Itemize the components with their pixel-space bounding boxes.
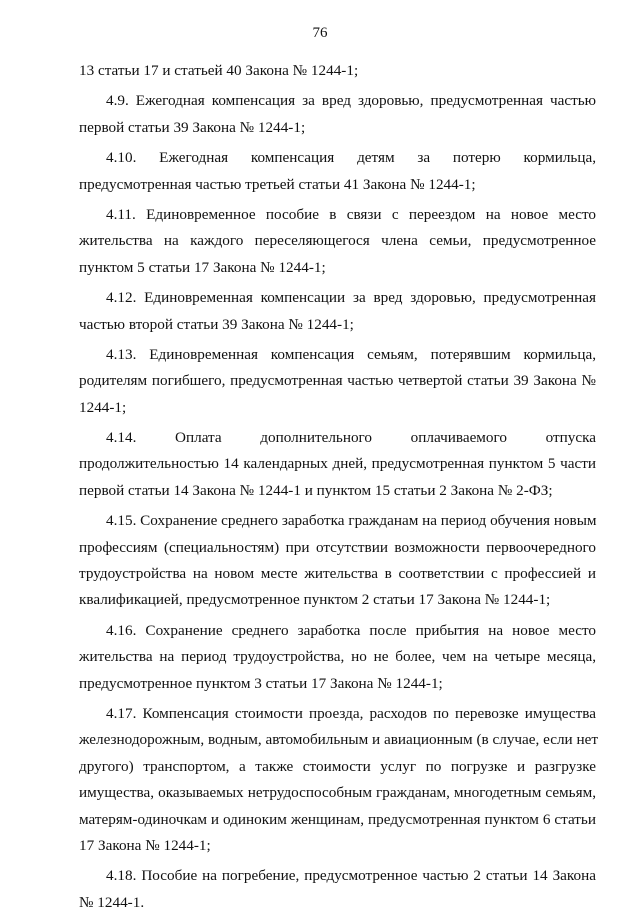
document-body [79, 58, 596, 920]
text-line: 4.13. Единовременная компенсация семьям, потерявшим кормильца, [106, 345, 596, 363]
text-line: 1244-1; [79, 398, 127, 416]
text-line: частью второй статьи 39 Закона № 1244-1; [79, 315, 354, 333]
text-line: предусмотренная частью третьей статьи 41 Закона № 1244-1; [79, 175, 476, 193]
paragraph-4-15 [79, 508, 596, 614]
paragraph-4-10 [79, 145, 596, 198]
page-number: 76 [312, 25, 328, 41]
text-line: 4.10. Ежегодная компенсация детям за потерю кормильца, [106, 149, 596, 167]
paragraph-continuation [79, 58, 596, 84]
text-line: первой статьи 39 Закона № 1244-1; [79, 118, 306, 136]
text-line: пунктом 5 статьи 17 Закона № 1244-1; [79, 258, 326, 276]
text-line: профессиям (специальностям) при отсутствии возможности первоочередного [79, 538, 596, 556]
text-line: жительства на каждого переселяющегося члена семьи, предусмотренное [79, 232, 596, 250]
paragraph-4-14 [79, 425, 596, 504]
text-line: трудоустройства на новом месте жительства в соответствии с профессией и [79, 565, 596, 583]
text-line: жительства на период трудоустройства, но не более, чем на четыре месяца, [79, 648, 596, 666]
paragraph-4-18 [79, 863, 596, 916]
text-line: первой статьи 14 Закона № 1244-1 и пунктом 15 статьи 2 Закона № 2-ФЗ; [79, 481, 553, 499]
text-line: предусмотренное пунктом 3 статьи 17 Закона № 1244-1; [79, 674, 443, 692]
text-line: 4.18. Пособие на погребение, предусмотренное частью 2 статьи 14 Закона [106, 867, 596, 885]
text-line: другого) транспортом, а также стоимости услуг по погрузке и разгрузке [79, 757, 596, 775]
text-line: 4.15. Сохранение среднего заработка гражданам на период обучения новым [106, 512, 597, 530]
paragraph-4-17 [79, 701, 596, 859]
text-line: 17 Закона № 1244-1; [79, 836, 211, 854]
text-line: 13 статьи 17 и статьей 40 Закона № 1244-1; [79, 62, 359, 79]
text-line: 4.12. Единовременная компенсации за вред здоровью, предусмотренная [106, 289, 596, 307]
text-line: 4.11. Единовременное пособие в связи с переездом на новое место [106, 205, 596, 223]
text-line: 4.16. Сохранение среднего заработка после прибытия на новое место [106, 621, 596, 639]
paragraph-4-11 [79, 202, 596, 281]
text-line: продолжительностью 14 календарных дней, предусмотренная пунктом 5 части [79, 455, 596, 473]
text-line: № 1244-1. [79, 893, 145, 911]
paragraph-4-12 [79, 285, 596, 338]
paragraph-4-16 [79, 618, 596, 697]
text-line: 4.14. Оплата дополнительного оплачиваемого отпуска [106, 429, 596, 447]
text-line: родителям погибшего, предусмотренная частью четвертой статьи 39 Закона № [79, 372, 596, 390]
paragraph-4-13 [79, 342, 596, 421]
text-line: железнодорожным, водным, автомобильным и авиационным (в случае, если нет [79, 731, 598, 749]
text-line: 4.17. Компенсация стоимости проезда, расходов по перевозке имущества [106, 704, 596, 722]
text-line: 4.9. Ежегодная компенсация за вред здоровью, предусмотренная частью [106, 92, 596, 110]
text-line: матерям-одиночкам и одиноким женщинам, предусмотренная пунктом 6 статьи [79, 810, 596, 828]
text-line: квалификацией, предусмотренное пунктом 2 статьи 17 Закона № 1244-1; [79, 591, 551, 609]
text-line: имущества, оказываемых нетрудоспособным гражданам, многодетным семьям, [79, 784, 596, 802]
paragraph-4-9 [79, 88, 596, 141]
